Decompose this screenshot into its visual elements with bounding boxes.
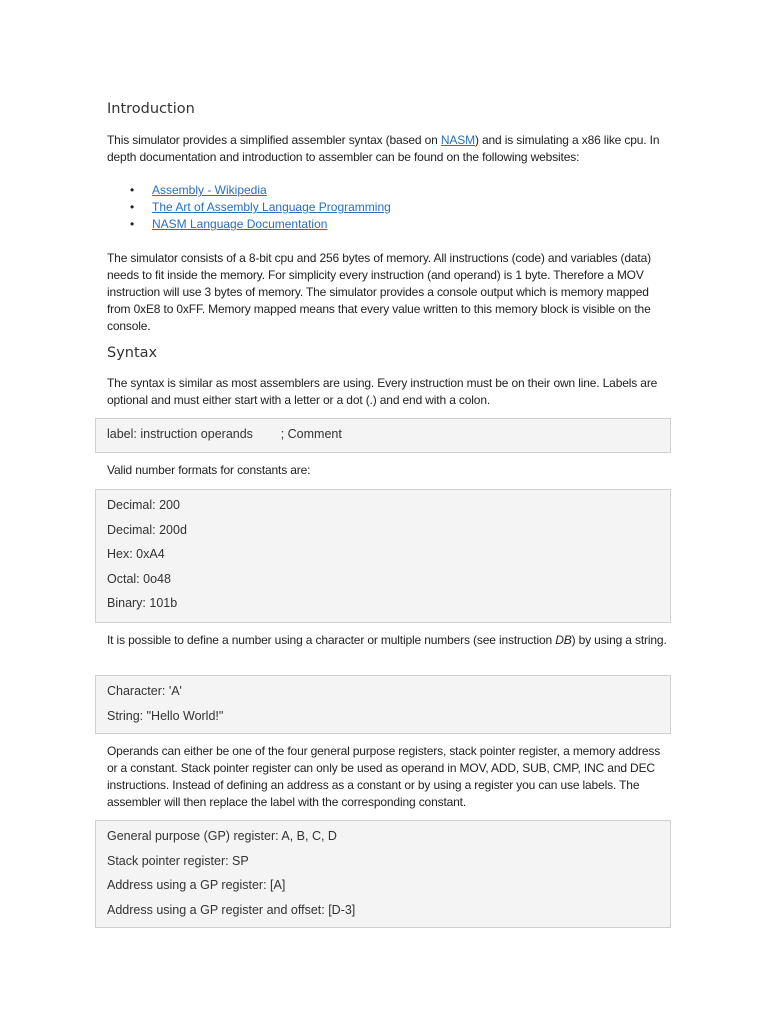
- string-text-start: It is possible to define a number using a character or multiple numbers (see instruction: [107, 633, 556, 647]
- intro-text-end: ) and is simulating a x86 like cpu. In depth documentation and introduction to assembler can be found on the following websites:: [107, 133, 660, 164]
- db-instruction: DB: [555, 633, 572, 647]
- string-code-block: [95, 675, 671, 734]
- intro-text-start: This simulator provides a simplified assembler syntax (based on: [107, 133, 441, 147]
- operands-code-block: [95, 820, 671, 928]
- code-line: Character: 'A': [107, 684, 182, 698]
- nasm-link[interactable]: NASM: [440, 133, 475, 147]
- code-line: Decimal: 200d: [107, 522, 187, 537]
- assembly-wikipedia-link[interactable]: Assembly - Wikipedia: [152, 183, 267, 197]
- syntax-heading: Syntax: [107, 345, 158, 361]
- nasm-documentation-link[interactable]: NASM Language Documentation: [152, 217, 328, 231]
- code-line: Address using a GP register and offset: [D-3]: [107, 902, 356, 917]
- operands-paragraph: Operands can either be one of the four general purpose registers, stack pointer register, a memory address or a constant. Stack pointer register can only be used as operand in MOV, ADD, SUB, CMP, INC and DEC instructions. Instead of defining an address as a constant or by using a register you can use labels. The assembler will then replace the label with the corresponding constant.: [107, 744, 661, 809]
- code-line: Binary: 101b: [107, 596, 178, 611]
- list-item: [107, 182, 391, 199]
- syntax-code-block: [95, 418, 671, 453]
- simulator-description: The simulator consists of a 8-bit cpu and 256 bytes of memory. All instructions (code) and variables (data) needs to fit inside the memory. For simplicity every instruction (and operand) is 1 byte. Therefore a MOV instruction will use 3 bytes of memory. The simulator provides a console output which is memory mapped from 0xE8 to 0xFF. Memory mapped means that every value written to this memory block is visible on the console.: [107, 251, 651, 333]
- list-item: [107, 216, 391, 233]
- code-line: Decimal: 200: [107, 498, 180, 512]
- syntax-paragraph: The syntax is similar as most assemblers are using. Every instruction must be on their own line. Labels are optional and must either start with a letter or a dot (.) and end with a colon.: [107, 376, 658, 407]
- code-line: Hex: 0xA4: [107, 547, 165, 562]
- string-text-end: ) by using a string.: [571, 633, 667, 647]
- code-line: Stack pointer register: SP: [107, 853, 249, 868]
- resource-link-list: [107, 182, 391, 233]
- list-item: [107, 199, 391, 216]
- string-definition-paragraph: [107, 632, 667, 649]
- code-line: Octal: 0o48: [107, 571, 171, 586]
- number-formats-intro: Valid number formats for constants are:: [107, 463, 311, 477]
- intro-heading: Introduction: [107, 101, 195, 117]
- number-formats-code-block: [95, 489, 671, 623]
- code-line: String: "Hello World!": [107, 708, 224, 723]
- code-line: General purpose (GP) register: A, B, C, D: [107, 829, 337, 843]
- code-line: Address using a GP register: [A]: [107, 878, 286, 893]
- code-line: label: instruction operands ; Comment: [107, 427, 342, 441]
- intro-paragraph: [107, 132, 667, 166]
- art-of-assembly-link[interactable]: The Art of Assembly Language Programming: [152, 200, 391, 214]
